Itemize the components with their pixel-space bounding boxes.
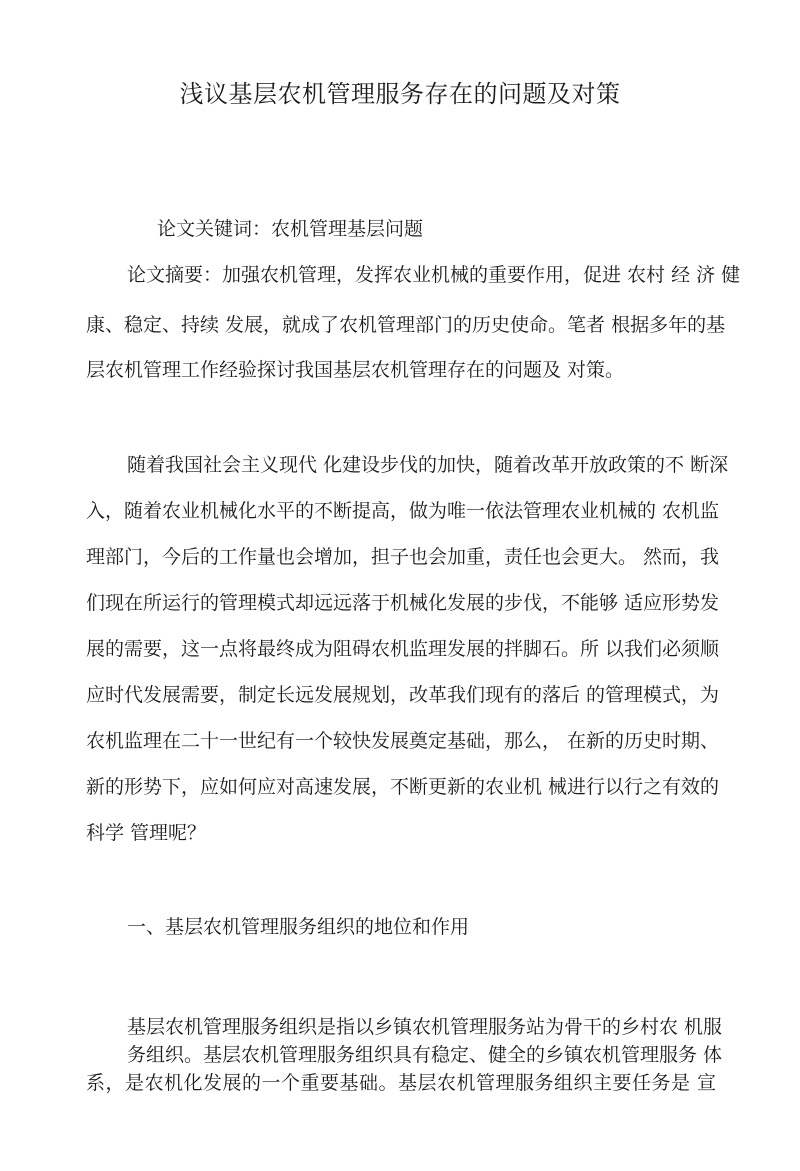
intro-line: 新的形势下，应如何应对高速发展，不断更新的农业机 械进行以行之有效的 xyxy=(86,776,720,798)
document-title: 浅议基层农机管理服务存在的问题及对策 xyxy=(179,80,621,108)
intro-line: 入，随着农业机械化水平的不断提高，做为唯一依法管理农业机械的 农机监 xyxy=(86,500,720,522)
section-heading: 一、基层农机管理服务组织的地位和作用 xyxy=(127,916,470,938)
section-line: 务组织。基层农机管理服务组织具有稳定、健全的乡镇农机管理服务 体 xyxy=(127,1044,723,1066)
intro-line: 科学 管理呢？ xyxy=(86,822,207,844)
intro-line: 展的需要，这一点将最终成为阻碍农机监理发展的拌脚石。所 以我们必须顺 xyxy=(86,638,720,660)
intro-line: 应时代发展需要，制定长远发展规划，改革我们现有的落后 的管理模式，为 xyxy=(86,684,720,706)
abstract-line: 康、稳定、持续 发展，就成了农机管理部门的历史使命。笔者 根据多年的基 xyxy=(86,314,726,336)
intro-line: 理部门，今后的工作量也会增加，担子也会加重，责任也会更大。 然而，我 xyxy=(86,546,720,568)
intro-line: 们现在所运行的管理模式却远远落于机械化发展的步伐，不能够 适应形势发 xyxy=(86,592,720,614)
section-line: 基层农机管理服务组织是指以乡镇农机管理服务站为骨干的乡村农 机服 xyxy=(127,1016,723,1038)
keywords-line: 论文关键词：农机管理基层问题 xyxy=(157,218,424,240)
abstract-line: 层农机管理工作经验探讨我国基层农机管理存在的问题及 对策。 xyxy=(86,359,625,381)
abstract-line: 论文摘要：加强农机管理，发挥农业机械的重要作用，促进 农村 经 济 健 xyxy=(127,264,741,286)
intro-line: 农机监理在二十一世纪有一个较快发展奠定基础，那么， 在新的历史时期、 xyxy=(86,730,720,752)
intro-line: 随着我国社会主义现代 化建设步伐的加快，随着改革开放政策的不 断深 xyxy=(127,454,729,476)
section-line: 系，是农机化发展的一个重要基础。基层农机管理服务组织主要任务是 宣 xyxy=(86,1072,716,1094)
